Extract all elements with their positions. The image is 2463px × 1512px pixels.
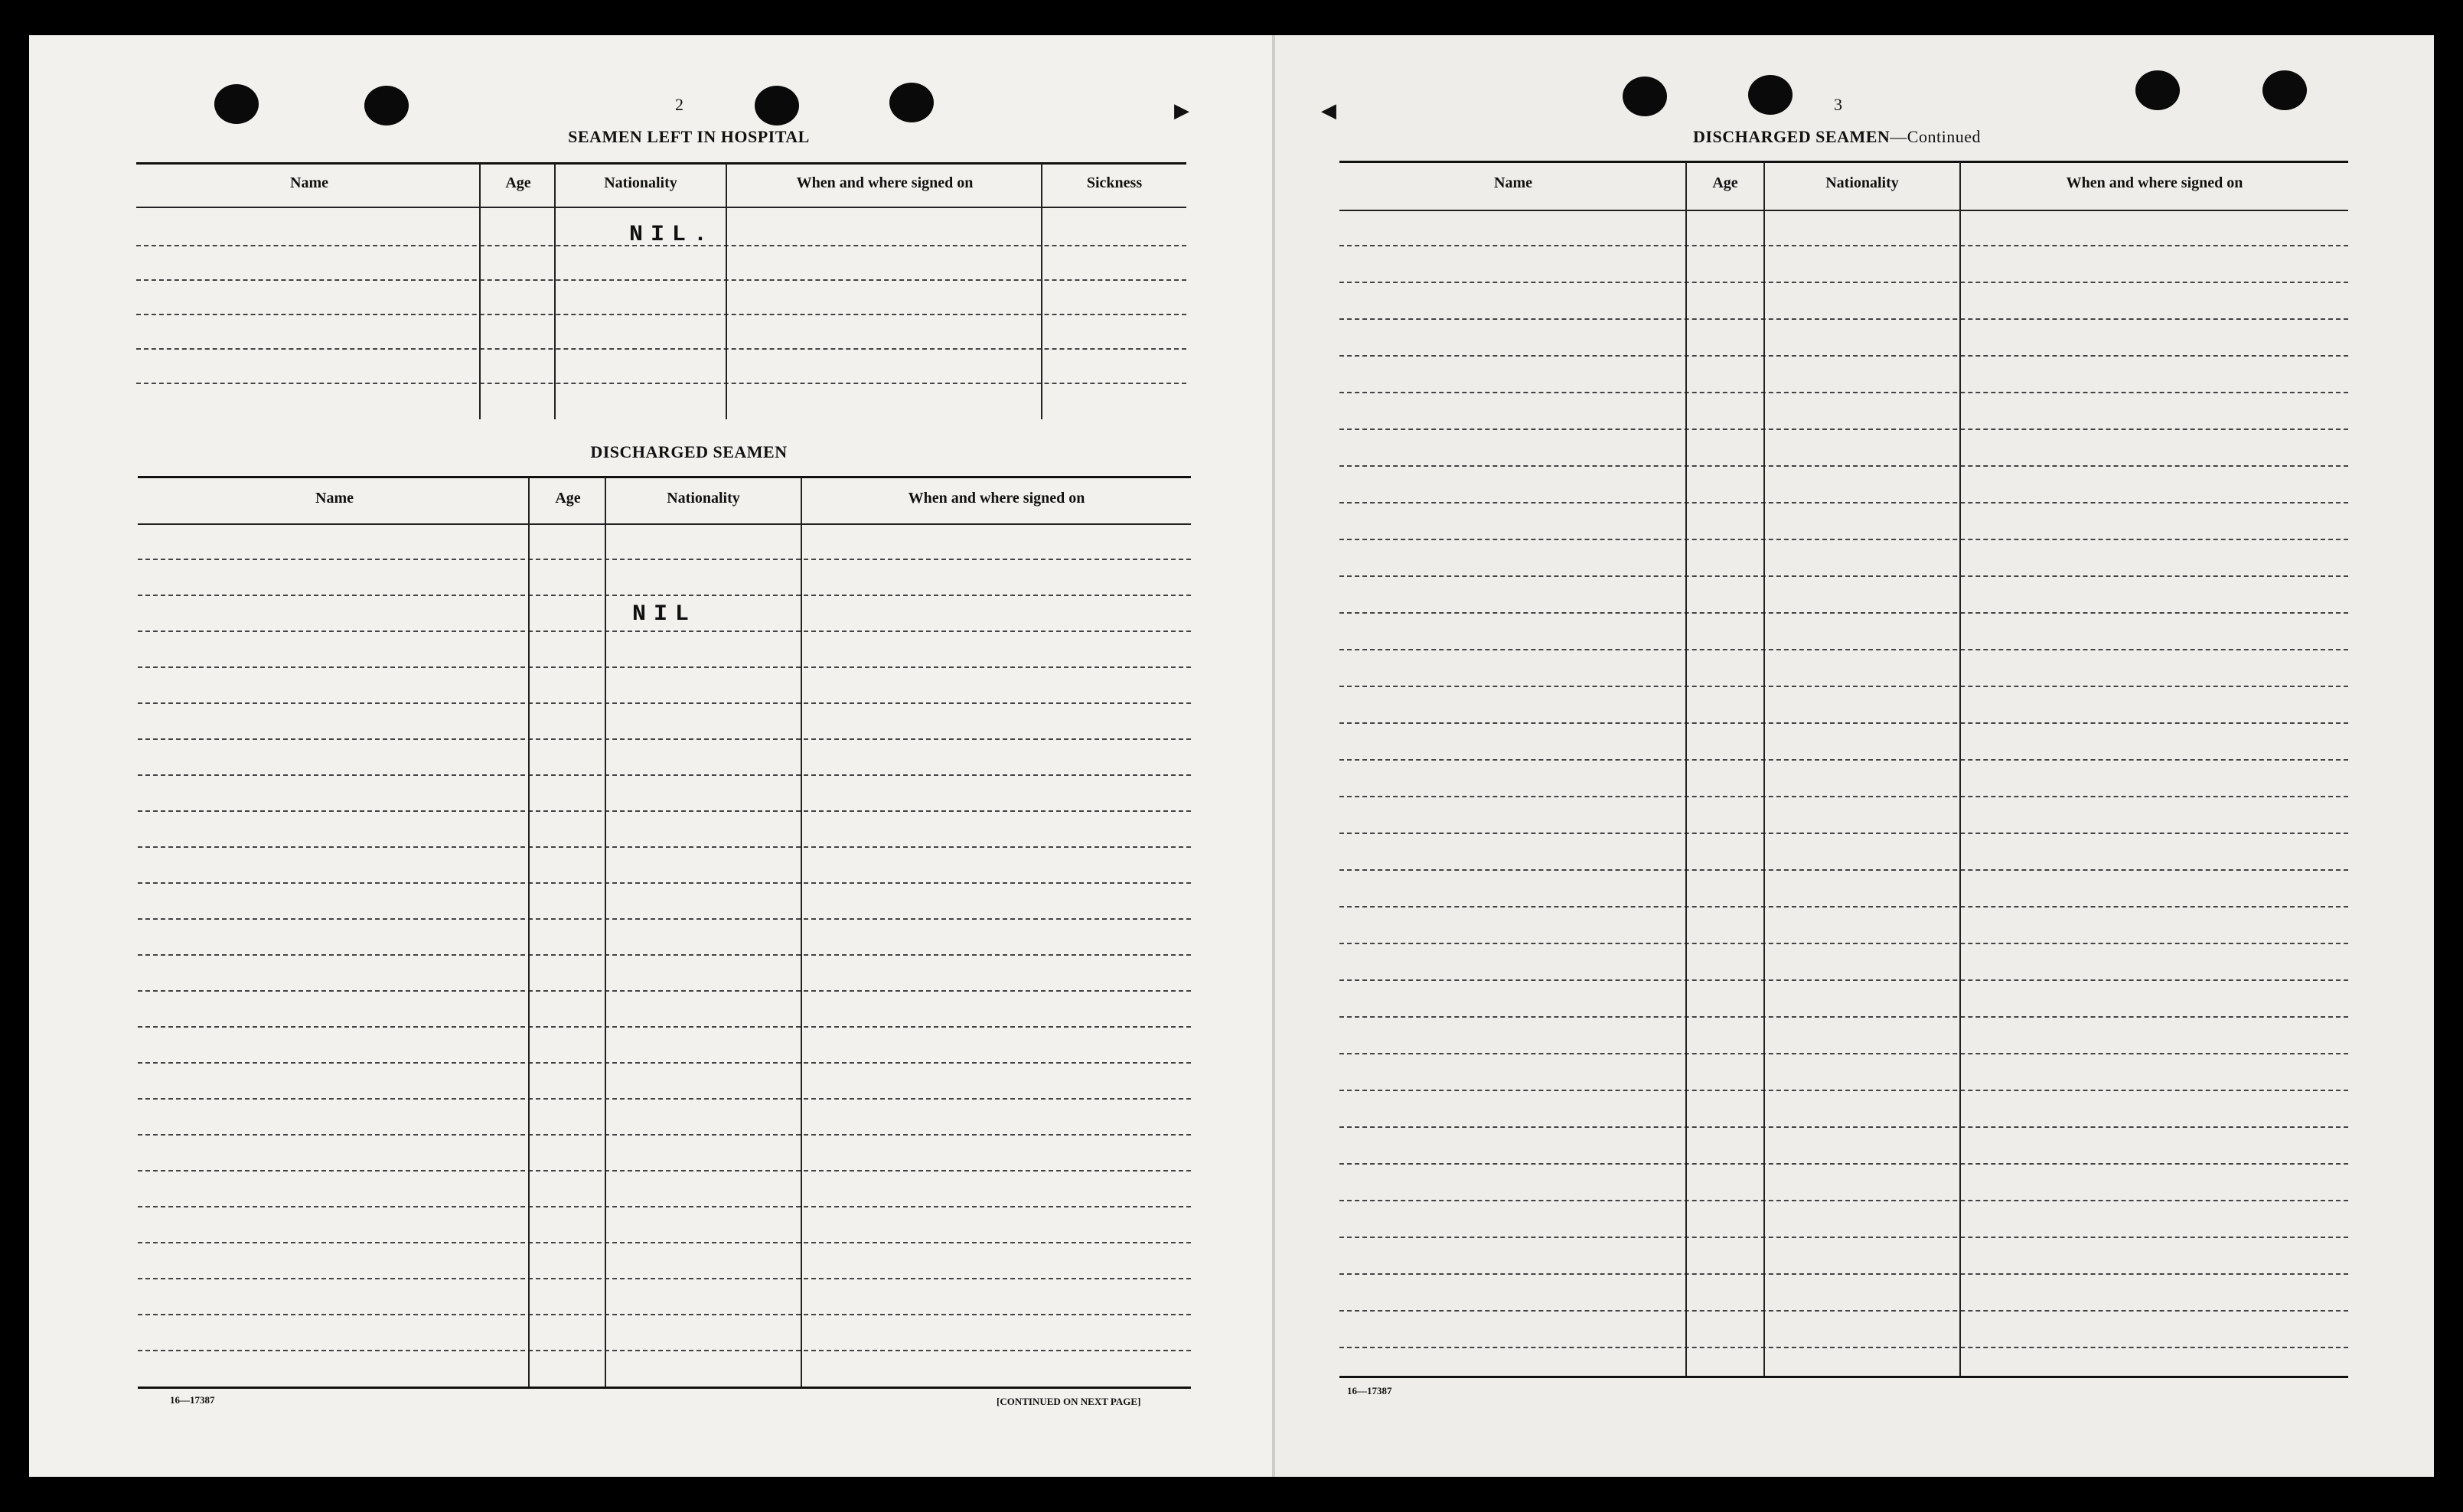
col-age-header: Age <box>1712 174 1738 191</box>
punch-hole <box>2135 70 2180 110</box>
column-divider <box>726 164 727 419</box>
title-main: DISCHARGED SEAMEN <box>1693 127 1890 146</box>
page-number: 3 <box>1834 95 1842 114</box>
table-row-rule <box>138 631 1191 632</box>
punch-hole <box>364 86 409 125</box>
table-row-rule <box>1339 759 2348 761</box>
title-continued: —Continued <box>1890 127 1981 146</box>
table-row-rule <box>1339 392 2348 393</box>
table-row-rule <box>1339 575 2348 577</box>
page-fold <box>1272 35 1275 1477</box>
table-row-rule <box>138 882 1191 884</box>
table-row-rule <box>138 595 1191 596</box>
table-row-rule <box>138 1026 1191 1028</box>
punch-hole <box>2262 70 2307 110</box>
table-row-rule <box>138 1062 1191 1064</box>
table-row-rule <box>1339 429 2348 430</box>
punch-hole <box>755 86 799 125</box>
table-row-rule <box>138 810 1191 812</box>
table-row-rule <box>1339 906 2348 908</box>
col-name-header: Name <box>315 490 354 507</box>
col-name-header: Name <box>290 174 328 191</box>
column-divider <box>1763 162 1765 1377</box>
table-row-rule <box>1339 722 2348 724</box>
discharged-section-title: DISCHARGED SEAMEN <box>590 442 788 461</box>
column-divider <box>1041 164 1042 419</box>
punch-hole <box>889 83 934 122</box>
table-row-rule <box>138 1278 1191 1279</box>
column-divider <box>479 164 481 419</box>
table-row-rule <box>138 1134 1191 1136</box>
table-row-rule <box>1339 318 2348 320</box>
col-signed-on-header: When and where signed on <box>2066 174 2243 191</box>
col-nationality-header: Nationality <box>604 174 677 191</box>
page-number: 2 <box>675 95 683 114</box>
col-sickness-header: Sickness <box>1086 174 1143 191</box>
table-row-rule <box>1339 686 2348 687</box>
table-row-rule <box>138 702 1191 704</box>
table-row-rule <box>1339 1163 2348 1165</box>
col-nationality-header: Nationality <box>667 490 740 507</box>
table-rule <box>136 162 1186 165</box>
table-row-rule <box>138 1206 1191 1207</box>
table-row-rule <box>1339 796 2348 797</box>
table-row-rule <box>1339 1273 2348 1275</box>
table-row-rule <box>1339 1090 2348 1091</box>
arrow-right-icon: ▶ <box>1174 99 1189 122</box>
table-rule <box>136 207 1186 208</box>
hospital-nil-entry: NIL. <box>629 222 716 248</box>
table-row-rule <box>138 1242 1191 1243</box>
table-row-rule <box>1339 355 2348 357</box>
table-row-rule <box>1339 1126 2348 1128</box>
table-row-rule <box>1339 1016 2348 1018</box>
discharged-continued-title <box>1600 127 2074 147</box>
col-name-header: Name <box>1494 174 1532 191</box>
table-row-rule <box>138 666 1191 668</box>
form-number: 16—17387 <box>170 1394 215 1406</box>
hospital-section-title: SEAMEN LEFT IN HOSPITAL <box>568 127 810 146</box>
col-age-header: Age <box>505 174 531 191</box>
col-signed-on-header: When and where signed on <box>908 490 1085 507</box>
table-row-rule <box>1339 1237 2348 1238</box>
table-row-rule <box>136 314 1186 315</box>
arrow-left-icon: ◀ <box>1321 99 1336 122</box>
table-row-rule <box>1339 612 2348 614</box>
table-row-rule <box>1339 502 2348 503</box>
table-row-rule <box>138 1170 1191 1171</box>
table-row-rule <box>138 918 1191 920</box>
table-row-rule <box>1339 1347 2348 1348</box>
table-row-rule <box>1339 1310 2348 1312</box>
table-row-rule <box>1339 1200 2348 1201</box>
discharged-nil-entry: NIL <box>632 601 697 627</box>
table-rule <box>138 1387 1191 1389</box>
column-divider <box>528 477 530 1388</box>
table-row-rule <box>1339 869 2348 871</box>
table-rule <box>138 476 1191 478</box>
col-age-header: Age <box>555 490 581 507</box>
table-rule <box>1339 1376 2348 1378</box>
punch-hole <box>214 84 259 124</box>
table-row-rule <box>138 990 1191 992</box>
table-row-rule <box>1339 649 2348 650</box>
table-row-rule <box>138 954 1191 956</box>
punch-hole <box>1623 77 1667 116</box>
table-row-rule <box>136 383 1186 384</box>
table-row-rule <box>138 1350 1191 1351</box>
column-divider <box>605 477 606 1388</box>
continued-note: [CONTINUED ON NEXT PAGE] <box>997 1396 1141 1407</box>
table-row-rule <box>136 279 1186 281</box>
left-page <box>29 35 1274 1477</box>
column-divider <box>1685 162 1687 1377</box>
table-row-rule <box>1339 979 2348 981</box>
form-number: 16—17387 <box>1347 1385 1392 1396</box>
col-signed-on-header: When and where signed on <box>796 174 974 191</box>
table-row-rule <box>138 559 1191 560</box>
table-row-rule <box>1339 943 2348 944</box>
column-divider <box>801 477 802 1388</box>
table-row-rule <box>1339 539 2348 540</box>
col-nationality-header: Nationality <box>1825 174 1899 191</box>
table-row-rule <box>1339 245 2348 246</box>
table-rule <box>1339 161 2348 163</box>
table-row-rule <box>138 774 1191 776</box>
table-row-rule <box>138 1098 1191 1100</box>
table-row-rule <box>136 348 1186 350</box>
right-page <box>1274 35 2434 1477</box>
table-rule <box>1339 210 2348 211</box>
table-row-rule <box>138 846 1191 848</box>
table-row-rule <box>1339 282 2348 283</box>
table-row-rule <box>138 1314 1191 1315</box>
column-divider <box>1959 162 1961 1377</box>
table-row-rule <box>1339 1053 2348 1054</box>
column-divider <box>554 164 556 419</box>
table-row-rule <box>1339 465 2348 467</box>
punch-hole <box>1748 75 1793 115</box>
table-row-rule <box>138 738 1191 740</box>
table-rule <box>138 523 1191 525</box>
table-row-rule <box>1339 833 2348 834</box>
